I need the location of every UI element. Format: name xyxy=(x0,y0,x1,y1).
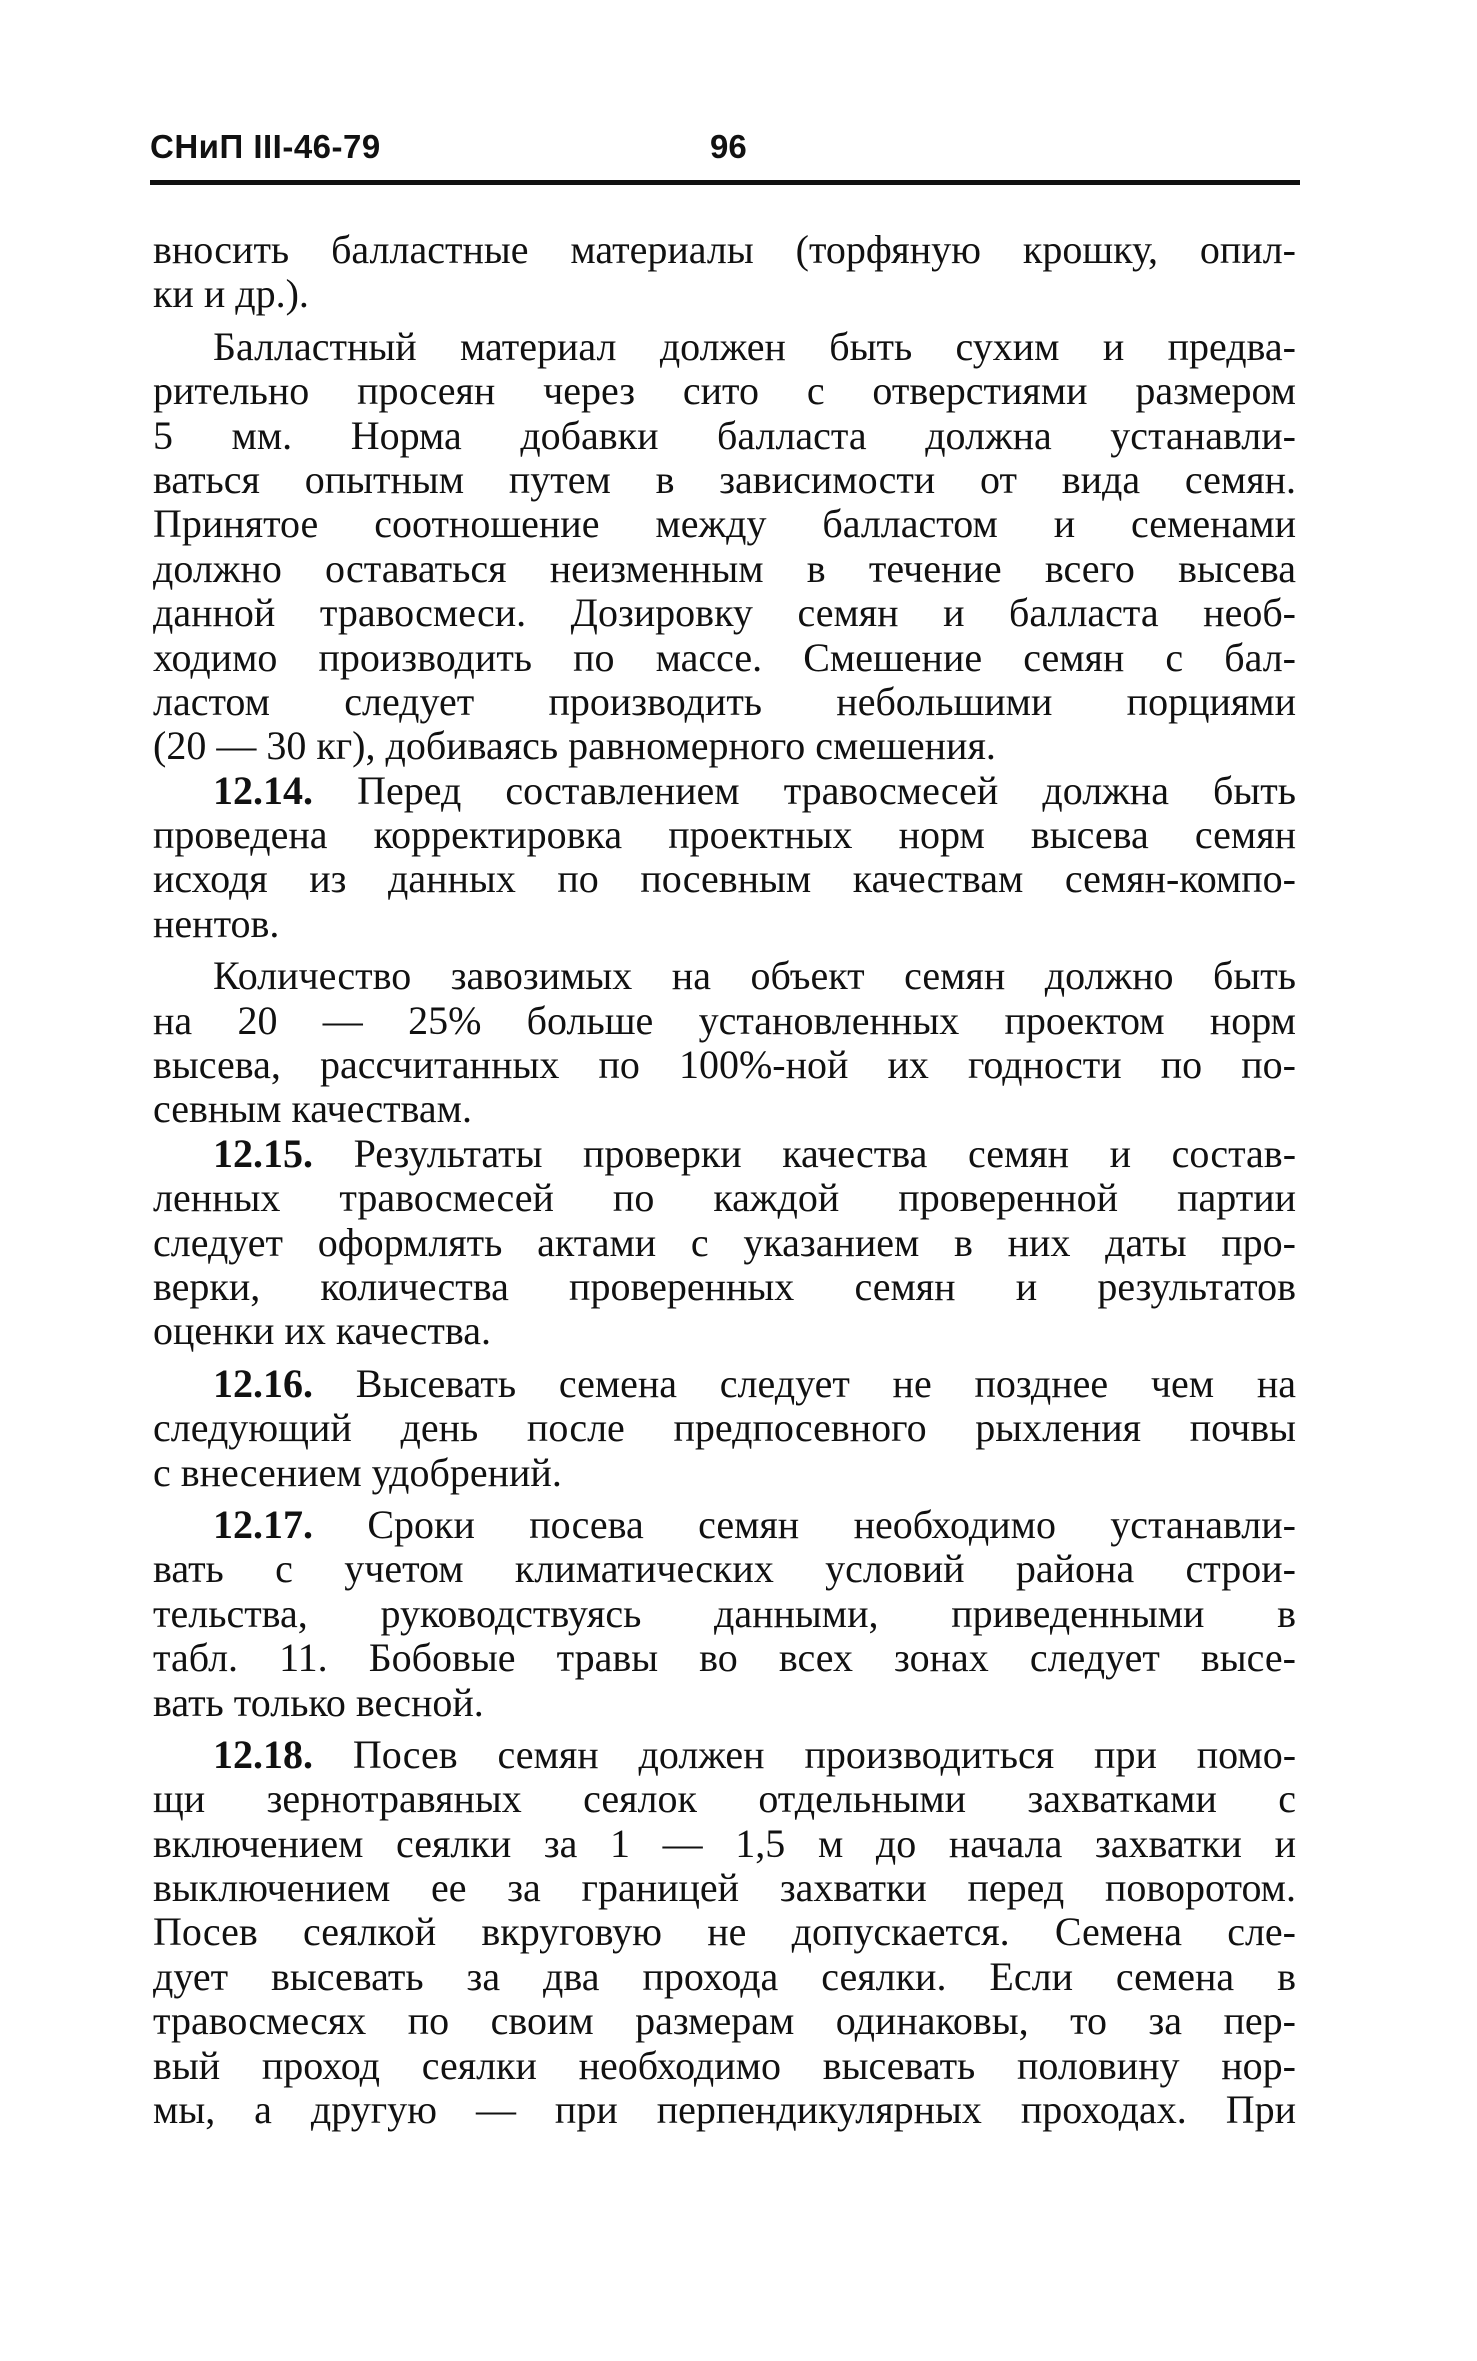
text-line: ленных травосмесей по каждой проверенной партии xyxy=(153,1175,1296,1221)
text-line: ластом следует производить небольшими порциями xyxy=(153,678,1296,724)
text-line: вый проход сеялки необходимо высевать половину нор- xyxy=(153,2042,1296,2088)
text-line: проведена корректировка проектных норм высева семян xyxy=(153,812,1296,858)
text-line: включением сеялки за 1 — 1,5 м до начала захватки и xyxy=(153,1820,1296,1866)
text-line: следует оформлять актами с указанием в них даты про- xyxy=(153,1219,1296,1265)
text-line: травосмесях по своим размерам одинаковы, то за пер- xyxy=(153,1998,1296,2044)
text-line: вать с учетом климатических условий района строи- xyxy=(153,1546,1296,1592)
text-line: верки, количества проверенных семян и результатов xyxy=(153,1263,1296,1309)
text-line xyxy=(153,1132,1296,1176)
text-line: нентов. xyxy=(153,900,280,946)
clause-number: 12.14. xyxy=(213,767,313,813)
text-line: высева, рассчитанных по 100%-ной их годности по по- xyxy=(153,1042,1296,1088)
paragraph-ballast-material xyxy=(153,325,1296,769)
text-line: ходимо производить по массе. Смешение семян с бал- xyxy=(153,634,1296,680)
text-line: ваться опытным путем в зависимости от вида семян. xyxy=(153,456,1296,502)
text-line: Балластный материал должен быть сухим и предва- xyxy=(213,323,1296,369)
clause-text: Сроки посева семян необходимо устанавли- xyxy=(367,1501,1296,1547)
text-line: вать только весной. xyxy=(153,1679,484,1725)
text-line: (20 — 30 кг), добиваясь равномерного смешения. xyxy=(153,723,996,769)
text-line xyxy=(153,769,1296,813)
clause-text: Высевать семена следует не позднее чем на xyxy=(355,1360,1297,1406)
text-line: Количество завозимых на объект семян должно быть xyxy=(213,953,1296,999)
clause-number: 12.18. xyxy=(213,1731,313,1777)
document-code: СНиП III-46-79 xyxy=(150,128,381,165)
text-line: следующий день после предпосевного рыхления почвы xyxy=(153,1405,1296,1451)
paragraph-continuation xyxy=(153,228,1296,317)
text-line: мы, а другую — при перпендикулярных проходах. При xyxy=(153,2087,1296,2133)
header-rule xyxy=(150,180,1300,185)
text-line: рительно просеян через сито с отверстиями размером xyxy=(153,368,1296,414)
clause-text: Результаты проверки качества семян и состав- xyxy=(353,1130,1297,1176)
text-line: дует высевать за два прохода сеялки. Если семена в xyxy=(153,1953,1296,1999)
clause-number: 12.17. xyxy=(213,1501,313,1547)
text-line: тельства, руководствуясь данными, приведенными в xyxy=(153,1590,1296,1636)
text-line: оценки их качества. xyxy=(153,1308,492,1354)
text-line: севным качествам. xyxy=(153,1086,472,1132)
text-line: Посев сеялкой вкруговую не допускается. Семена сле- xyxy=(153,1909,1296,1955)
clause-number: 12.16. xyxy=(213,1360,313,1406)
text-line xyxy=(153,1362,1296,1406)
text-line xyxy=(153,1733,1296,1777)
text-line: исходя из данных по посевным качествам семян-компо- xyxy=(153,856,1296,902)
body-text xyxy=(153,228,1296,2132)
clause-12-17 xyxy=(153,1503,1296,1725)
text-line: Принятое соотношение между балластом и семенами xyxy=(153,501,1296,547)
page-header xyxy=(150,128,1300,180)
text-line: выключением ее за границей захватки перед поворотом. xyxy=(153,1865,1296,1911)
paragraph-seed-quantity xyxy=(153,954,1296,1132)
text-line: табл. 11. Бобовые травы во всех зонах следует высе- xyxy=(153,1635,1296,1681)
text-line: 5 мм. Норма добавки балласта должна устанавли- xyxy=(153,412,1296,458)
clause-text: Перед составлением травосмесей должна быть xyxy=(357,767,1297,813)
text-line: на 20 — 25% больше установленных проектом норм xyxy=(153,997,1296,1043)
text-line: с внесением удобрений. xyxy=(153,1449,562,1495)
text-line: ки и др.). xyxy=(153,271,309,317)
text-line: данной травосмеси. Дозировку семян и балласта необ- xyxy=(153,590,1296,636)
clause-12-18 xyxy=(153,1733,1296,2133)
text-line: щи зернотравяных сеялок отдельными захватками с xyxy=(153,1776,1296,1822)
clause-text: Посев семян должен производиться при помо- xyxy=(352,1731,1297,1777)
text-line: должно оставаться неизменным в течение всего высева xyxy=(153,545,1296,591)
text-line: вносить балластные материалы (торфяную крошку, опил- xyxy=(153,227,1296,272)
clause-number: 12.15. xyxy=(213,1130,313,1176)
clause-12-15 xyxy=(153,1132,1296,1354)
clause-12-14 xyxy=(153,769,1296,947)
page-number: 96 xyxy=(710,128,747,165)
text-line xyxy=(153,1503,1296,1547)
clause-12-16 xyxy=(153,1362,1296,1495)
